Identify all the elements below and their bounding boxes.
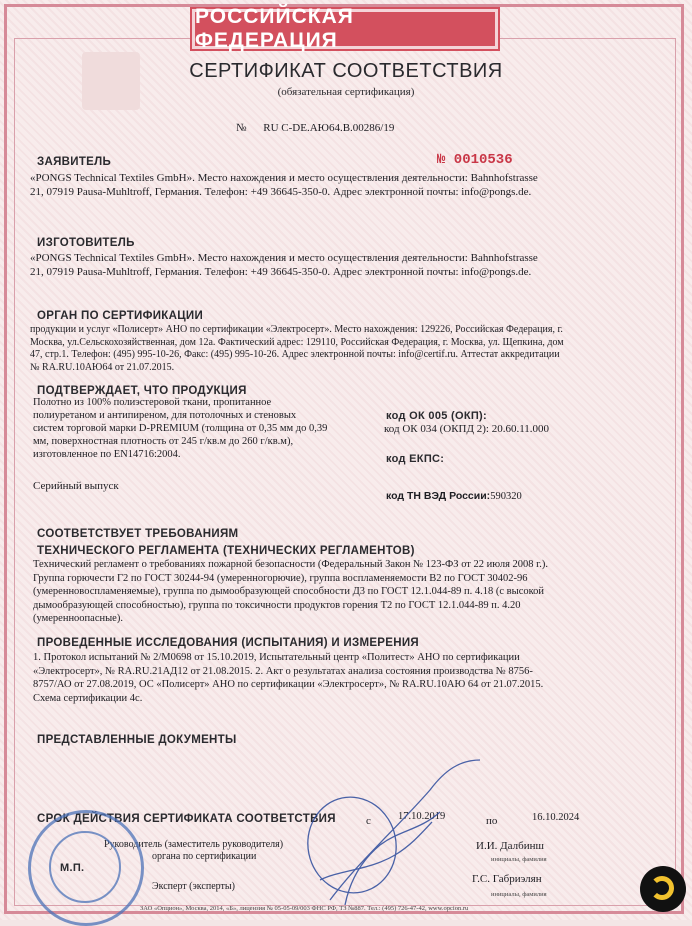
certificate-number <box>236 122 394 134</box>
document-subtitle: (обязательная сертификация) <box>277 86 415 98</box>
number-label: № <box>236 122 247 134</box>
serial-number: № 0010536 <box>437 152 513 168</box>
applicant-heading: ЗАЯВИТЕЛЬ <box>37 156 112 168</box>
manufacturer-heading: ИЗГОТОВИТЕЛЬ <box>37 237 135 249</box>
validity-from-label: с <box>366 815 371 827</box>
printer-footer: ЗАО «Опцион», Москва, 2014, «Б», лицензия № 05-05-09/003 ФНС РФ, ТЗ №887. Тел.: (495) 726-47-42, www.opcion.ru <box>140 905 469 912</box>
requirements-line: Технический регламент о требованиях пожарной безопасности (Федеральный Закон № 123-ФЗ от 22 июля 2008 г.). <box>33 559 549 570</box>
product-description <box>33 396 365 461</box>
requirements-line: дымообразующей способностью), группа по токсичности продуктов горения Т2 по ГОСТ 12.1.044-89 п. 4.20 <box>33 599 521 611</box>
okpd-code: код ОК 034 (ОКПД 2): 20.60.11.000 <box>384 423 550 435</box>
ekps-code-label: код ЕКПС: <box>386 453 445 465</box>
manufacturer-line: «PONGS Technical Textiles GmbH». Место нахождения и место осуществления деятельности: Bahnhofstrasse <box>30 252 538 264</box>
requirements-text <box>33 558 663 626</box>
product-line: полиуретаном и антипиреном, для потолочных и стеновых <box>33 410 297 421</box>
cert-body-line: Москва, ул.Сельскохозяйственная, дом 12а. Фактический адрес: 129110, Российская Федерация, г. Москва, ул. Щепкина, дом <box>30 336 564 348</box>
tnved-value: 590320 <box>490 491 522 502</box>
expert-signature-label: Эксперт (эксперты) <box>152 881 235 892</box>
tnved-label: код ТН ВЭД России: <box>386 490 491 502</box>
validity-to-label: по <box>486 815 498 827</box>
expert-name-caption: инициалы, фамилия <box>491 891 547 898</box>
watermark-logo <box>640 866 686 912</box>
number-value: RU C-DE.АЮ64.В.00286/19 <box>263 122 395 134</box>
product-line: мм, поверхностная плотность от 245 г/кв.м до 260 г/кв.м), <box>33 436 294 447</box>
manufacturer-line: 21, 07919 Pausa-Muhltroff, Германия. Телефон: +49 36645-350-0. Адрес электронной почты: info@pongs.de. <box>30 265 532 278</box>
requirements-line: (умеренноопасные). <box>33 613 123 624</box>
product-heading: ПОДТВЕРЖДАЕТ, ЧТО ПРОДУКЦИЯ <box>37 385 247 397</box>
cert-body-line: № RA.RU.10АЮ64 от 21.07.2015. <box>30 361 175 373</box>
research-line: 8757/АО от 27.08.2019, ОС «Полисерт» АНО по сертификации «Электросерт», № RA.RU.10АЮ 64 от 21.07.2015. <box>33 679 544 690</box>
cert-body-text <box>30 324 670 374</box>
expert-name: Г.С. Габриэлян <box>472 873 542 885</box>
product-line: Полотно из 100% полиэстеровой ткани, пропитанное <box>33 397 272 408</box>
validity-heading: СРОК ДЕЙСТВИЯ СЕРТИФИКАТА СООТВЕТСТВИЯ <box>37 813 336 825</box>
applicant-text <box>30 172 670 199</box>
tnved-code <box>386 490 522 504</box>
applicant-line: «PONGS Technical Textiles GmbH». Место нахождения и место осуществления деятельности: Bahnhofstrasse <box>30 172 538 184</box>
research-line: Схема сертификации 4с. <box>33 692 143 704</box>
requirements-heading: СООТВЕТСТВУЕТ ТРЕБОВАНИЯМ <box>37 528 239 540</box>
validity-from-date: 17.10.2019 <box>398 811 446 822</box>
product-line: систем торговой марки D-PREMIUM (толщина от 0,35 мм до 0,39 <box>33 423 328 434</box>
applicant-line: 21, 07919 Pausa-Muhltroff, Германия. Телефон: +49 36645-350-0. Адрес электронной почты: info@pongs.de. <box>30 185 532 198</box>
regulations-heading: ТЕХНИЧЕСКОГО РЕГЛАМЕНТА (ТЕХНИЧЕСКИХ РЕГЛАМЕНТОВ) <box>37 545 415 557</box>
document-title: СЕРТИФИКАТ СООТВЕТСТВИЯ <box>189 60 503 82</box>
cert-body-line: 47, стр.1. Телефон: (495) 995-10-26, Факс: (495) 995-10-26. Адрес электронной почты: info@certif.ru. Аттестат аккредитации <box>30 349 560 360</box>
head-signature-sublabel: органа по сертификации <box>152 851 257 862</box>
serial-release: Серийный выпуск <box>33 480 119 492</box>
requirements-line: (умеренновоспламеняемые), группа по дымообразующей способности Д3 по ГОСТ 12.1.044-89 п. 4.18 (с высокой <box>33 586 545 597</box>
validity-to-date: 16.10.2024 <box>532 812 580 823</box>
research-line: 1. Протокол испытаний № 2/М0698 от 15.10.2019, Испытательный центр «Политест» АНО по сертификации <box>33 652 520 663</box>
documents-heading: ПРЕДСТАВЛЕННЫЕ ДОКУМЕНТЫ <box>37 734 237 746</box>
manufacturer-text <box>30 252 670 279</box>
product-line: изготовленное по EN14716:2004. <box>33 449 181 460</box>
research-text <box>33 651 663 705</box>
research-line: «Электросерт», № RA.RU.21АД12 от 21.08.2015. 2. Акт о результатах анализа состояния производства № 8756- <box>33 665 533 677</box>
head-name-caption: инициалы, фамилия <box>491 856 547 863</box>
inner-border <box>14 38 676 906</box>
head-signature-label: Руководитель (заместитель руководителя) <box>104 839 284 850</box>
okp-code-label: код ОК 005 (ОКП): <box>386 410 487 422</box>
cert-body-line: продукции и услуг «Полисерт» АНО по сертификации «Электросерт». Место нахождения: 129226, Российская Федерация, г. <box>30 324 563 335</box>
research-heading: ПРОВЕДЕННЫЕ ИССЛЕДОВАНИЯ (ИСПЫТАНИЯ) И ИЗМЕРЕНИЯ <box>37 637 419 649</box>
cert-body-heading: ОРГАН ПО СЕРТИФИКАЦИИ <box>37 310 204 322</box>
official-stamp <box>28 810 144 926</box>
stamp-place-label: М.П. <box>60 862 85 874</box>
requirements-line: Группа горючести Г2 по ГОСТ 30244-94 (умеренногорючие), группа воспламеняемости В2 по ГОСТ 30402-96 <box>33 572 528 584</box>
head-name: И.И. Далбинш <box>476 840 544 852</box>
country-banner: РОССИЙСКАЯ ФЕДЕРАЦИЯ <box>192 9 498 49</box>
